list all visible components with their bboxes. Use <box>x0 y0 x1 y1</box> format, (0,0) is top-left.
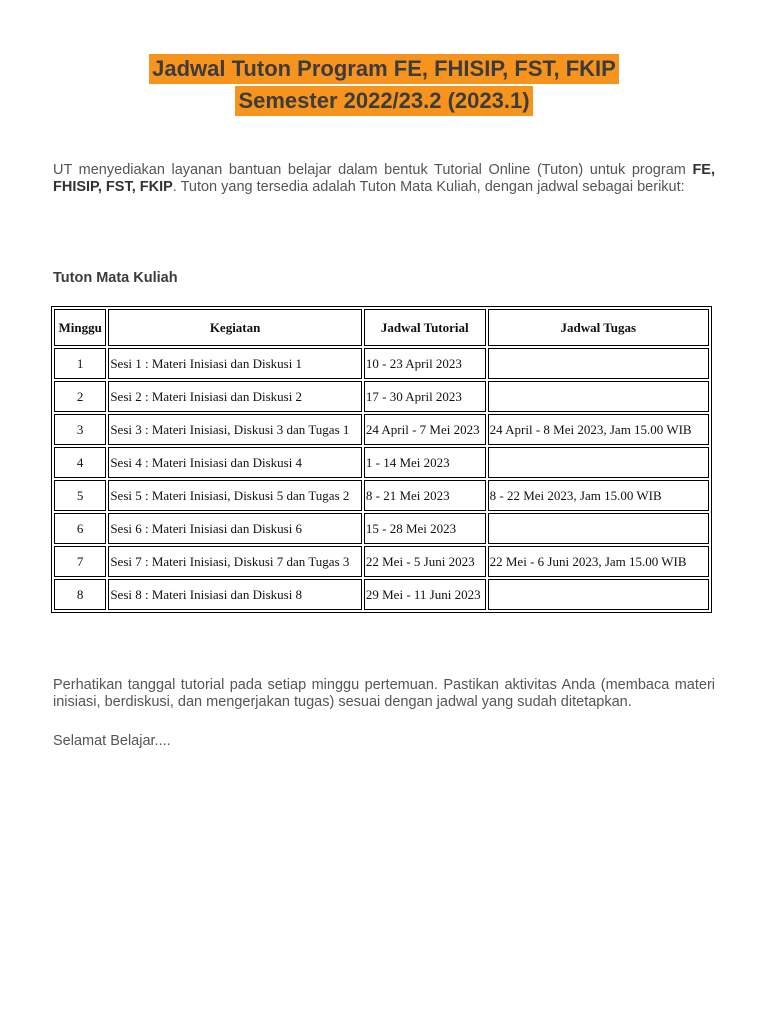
cell-week: 1 <box>54 348 106 379</box>
cell-task: 8 - 22 Mei 2023, Jam 15.00 WIB <box>488 480 709 511</box>
cell-task: 24 April - 8 Mei 2023, Jam 15.00 WIB <box>488 414 709 445</box>
table-row <box>54 414 709 445</box>
cell-tutorial: 29 Mei - 11 Juni 2023 <box>364 579 486 610</box>
cell-week: 4 <box>54 447 106 478</box>
cell-week: 6 <box>54 513 106 544</box>
header-minggu: Minggu <box>54 309 106 346</box>
cell-week: 8 <box>54 579 106 610</box>
intro-text-1: UT menyediakan layanan bantuan belajar dalam bentuk Tutorial Online (Tuton) untuk program <box>53 162 693 178</box>
header-jadwal-tutorial: Jadwal Tutorial <box>364 309 486 346</box>
cell-task <box>488 381 709 412</box>
cell-task: 22 Mei - 6 Juni 2023, Jam 15.00 WIB <box>488 546 709 577</box>
cell-tutorial: 10 - 23 April 2023 <box>364 348 486 379</box>
document-title <box>0 54 768 116</box>
cell-activity: Sesi 7 : Materi Inisiasi, Diskusi 7 dan Tugas 3 <box>108 546 362 577</box>
cell-week: 2 <box>54 381 106 412</box>
cell-tutorial: 1 - 14 Mei 2023 <box>364 447 486 478</box>
cell-week: 7 <box>54 546 106 577</box>
cell-tutorial: 17 - 30 April 2023 <box>364 381 486 412</box>
table-row <box>54 480 709 511</box>
note-paragraph: Perhatikan tanggal tutorial pada setiap minggu pertemuan. Pastikan aktivitas Anda (membaca materi inisiasi, berdiskusi, dan mengerjakan tugas) sesuai dengan jadwal yang sudah ditetapkan. <box>53 677 715 710</box>
cell-activity: Sesi 3 : Materi Inisiasi, Diskusi 3 dan Tugas 1 <box>108 414 362 445</box>
cell-tutorial: 24 April - 7 Mei 2023 <box>364 414 486 445</box>
schedule-table <box>51 306 712 613</box>
cell-tutorial: 15 - 28 Mei 2023 <box>364 513 486 544</box>
cell-activity: Sesi 4 : Materi Inisiasi dan Diskusi 4 <box>108 447 362 478</box>
cell-tutorial: 22 Mei - 5 Juni 2023 <box>364 546 486 577</box>
cell-activity: Sesi 5 : Materi Inisiasi, Diskusi 5 dan Tugas 2 <box>108 480 362 511</box>
section-heading: Tuton Mata Kuliah <box>53 270 178 286</box>
cell-activity: Sesi 6 : Materi Inisiasi dan Diskusi 6 <box>108 513 362 544</box>
header-kegiatan: Kegiatan <box>108 309 362 346</box>
cell-task <box>488 348 709 379</box>
cell-week: 5 <box>54 480 106 511</box>
cell-activity: Sesi 2 : Materi Inisiasi dan Diskusi 2 <box>108 381 362 412</box>
cell-task <box>488 513 709 544</box>
intro-paragraph <box>53 162 715 196</box>
table-row <box>54 348 709 379</box>
table-row <box>54 579 709 610</box>
cell-task <box>488 579 709 610</box>
cell-activity: Sesi 8 : Materi Inisiasi dan Diskusi 8 <box>108 579 362 610</box>
cell-week: 3 <box>54 414 106 445</box>
table-row <box>54 381 709 412</box>
title-line-1: Jadwal Tuton Program FE, FHISIP, FST, FKIP <box>149 54 619 84</box>
table-row <box>54 546 709 577</box>
table-row <box>54 447 709 478</box>
cell-task <box>488 447 709 478</box>
intro-text-2: . Tuton yang tersedia adalah Tuton Mata Kuliah, dengan jadwal sebagai berikut: <box>172 179 685 195</box>
closing-text: Selamat Belajar.... <box>53 733 171 749</box>
cell-activity: Sesi 1 : Materi Inisiasi dan Diskusi 1 <box>108 348 362 379</box>
header-jadwal-tugas: Jadwal Tugas <box>488 309 709 346</box>
intro-programs: FE, FHISIP, FST, FKIP <box>53 162 715 195</box>
cell-tutorial: 8 - 21 Mei 2023 <box>364 480 486 511</box>
title-line-2: Semester 2022/23.2 (2023.1) <box>235 86 532 116</box>
table-header-row <box>54 309 709 346</box>
table-row <box>54 513 709 544</box>
